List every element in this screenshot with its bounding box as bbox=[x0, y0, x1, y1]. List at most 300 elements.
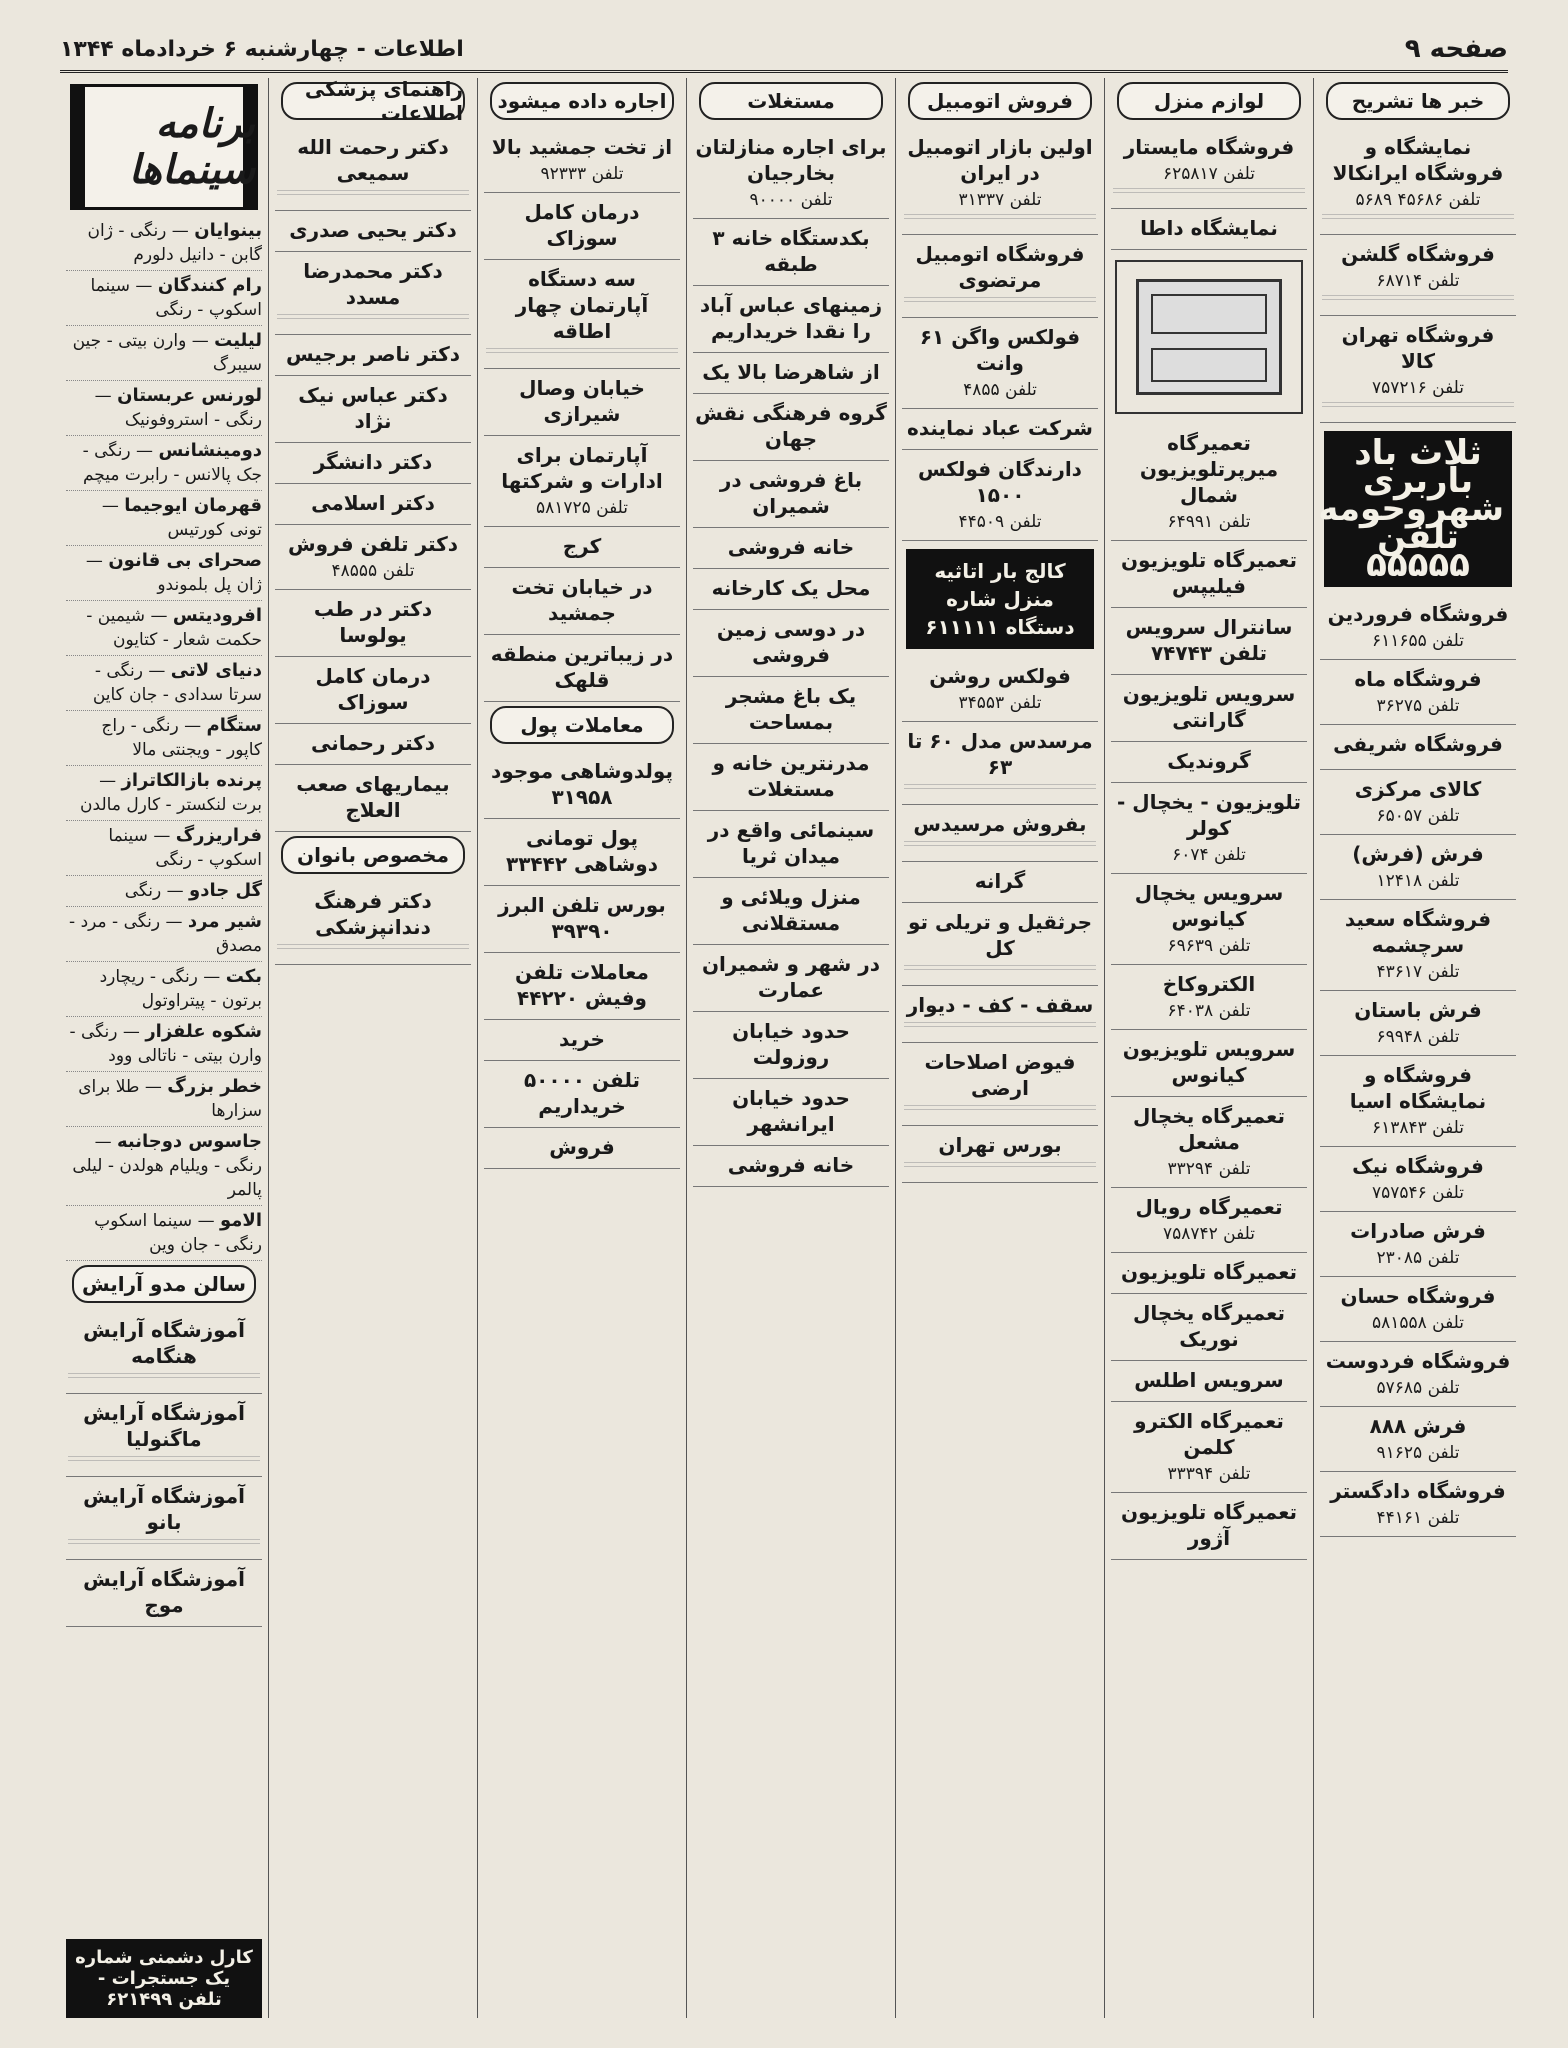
ad-block bbox=[484, 953, 680, 1020]
movie-listing: بکت — رنگی - ریچارد برتون - پیتراوتول bbox=[66, 962, 262, 1017]
section-head: مخصوص بانوان bbox=[281, 836, 465, 874]
ad-phone: تلفن ۶۲۵۸۱۷ bbox=[1162, 164, 1256, 184]
ad-title: فرش (فرش) bbox=[1352, 842, 1484, 866]
ad-title: پول تومانی دوشاهی ۳۳۴۴۲ bbox=[506, 826, 658, 876]
ad-title: فروشگاه سعید سرچشمه bbox=[1344, 907, 1492, 957]
ad-title: دکتر رحمانی bbox=[310, 731, 436, 755]
movie-listing: ستگام — رنگی - راج کاپور - ویجنتی مالا bbox=[66, 711, 262, 766]
ad-phone: تلفن ۴۳۶۱۷ bbox=[1376, 962, 1460, 982]
movie-info: رنگی - استروفونیک bbox=[124, 410, 262, 430]
ad-block bbox=[693, 744, 889, 811]
ad-title: فرش ۸۸۸ bbox=[1369, 1414, 1467, 1438]
stove-icon bbox=[1136, 279, 1282, 395]
ad-title: حدود خیابان روزولت bbox=[732, 1019, 850, 1069]
ad-title: اولین بازار اتومبیل در ایران bbox=[907, 135, 1093, 185]
movie-info: شیمین - حکمت شعار - کتایون bbox=[86, 606, 262, 650]
ad-title: خیابان وصال شیرازی bbox=[519, 376, 645, 426]
ad-title: فرش صادرات bbox=[1350, 1219, 1486, 1243]
ad-block bbox=[693, 353, 889, 394]
ad-block bbox=[66, 1477, 262, 1560]
ad-block bbox=[484, 819, 680, 886]
ad-block bbox=[902, 862, 1098, 903]
ad-block bbox=[484, 128, 680, 193]
ad-title: بیماریهای صعب العلاج bbox=[296, 772, 450, 822]
ad-title: درمان کامل سوزاک bbox=[315, 664, 431, 714]
ad-block bbox=[1111, 128, 1307, 209]
ad-title: کالای مرکزی bbox=[1354, 777, 1482, 801]
ad-block bbox=[484, 369, 680, 436]
ad-title: از تخت جمشید بالا bbox=[491, 135, 673, 159]
ad-block bbox=[902, 986, 1098, 1043]
ad-phone: تلفن ۶۹۶۳۹ bbox=[1167, 936, 1251, 956]
ad-phone: تلفن ۹۱۶۲۵ bbox=[1376, 1443, 1460, 1463]
ad-phone: تلفن ۳۳۳۹۴ bbox=[1167, 1464, 1251, 1484]
ad-block bbox=[275, 765, 471, 832]
ad-block bbox=[484, 1128, 680, 1169]
movie-info: رنگی - مرد - مصدق bbox=[69, 912, 262, 956]
ad-title: فروشگاه تهران کالا bbox=[1341, 323, 1495, 373]
section-head: معاملات پول bbox=[490, 706, 674, 744]
ad-phone: تلفن ۷۵۷۲۱۶ bbox=[1371, 378, 1465, 398]
ad-title: خانه فروشی bbox=[727, 1153, 855, 1177]
ad-block bbox=[275, 724, 471, 765]
ad-title: فولکس واگن ۶۱ وانت bbox=[919, 325, 1081, 375]
cinema-program-title: برنامه سینماها bbox=[70, 84, 258, 210]
ad-phone: تلفن ۶۱۳۸۴۳ bbox=[1371, 1118, 1465, 1138]
ad-title: تعمیرگاه الکترو کلمن bbox=[1134, 1409, 1284, 1459]
ad-phone: تلفن ۶۹۹۴۸ bbox=[1376, 1027, 1460, 1047]
moving-company-banner: ثلاث باد باربری شهروحومه تلفن ۵۵۵۵۵ bbox=[1324, 431, 1512, 587]
ad-block bbox=[1111, 1253, 1307, 1294]
ad-block bbox=[275, 211, 471, 252]
ads-grid bbox=[60, 78, 1522, 2018]
ad-block bbox=[693, 811, 889, 878]
movie-listing: خطر بزرگ — طلا برای سزارها bbox=[66, 1072, 262, 1127]
movie-info: سینما اسکوپ - رنگی bbox=[90, 276, 262, 320]
ad-block bbox=[902, 128, 1098, 235]
ad-block bbox=[484, 436, 680, 527]
ad-title: تلفن ۵۰۰۰۰ خریداریم bbox=[523, 1068, 641, 1118]
ad-title: سرویس اطلس bbox=[1134, 1368, 1284, 1392]
ad-block bbox=[1111, 209, 1307, 250]
ad-block bbox=[66, 1394, 262, 1477]
movie-listing: فراریزرگ — سینما اسکوپ - رنگی bbox=[66, 821, 262, 876]
ad-block bbox=[275, 525, 471, 590]
movie-listing: جاسوس دوجانبه — رنگی - ویلیام هولدن - لیلی پالمر bbox=[66, 1127, 262, 1206]
ad-block bbox=[902, 722, 1098, 805]
ad-title: دکتر اسلامی bbox=[311, 491, 435, 515]
ad-block bbox=[693, 286, 889, 353]
ad-block bbox=[1320, 316, 1516, 423]
movie-info: رنگی - وارن بیتی - ناتالی وود bbox=[69, 1022, 262, 1066]
movie-name: قهرمان ایوجیما bbox=[124, 495, 262, 516]
ad-title: سینمائی واقع در میدان ثریا bbox=[707, 818, 875, 868]
ad-title: زمینهای عباس آباد را نقدا خریداریم bbox=[699, 293, 883, 343]
movie-listing: دنیای لاتی — رنگی - سرتا سدادی - جان کاین bbox=[66, 656, 262, 711]
ad-block bbox=[1111, 1361, 1307, 1402]
ad-phone: تلفن ۴۸۵۵۵ bbox=[331, 561, 415, 581]
movie-name: بینوایان bbox=[194, 220, 262, 241]
movie-info: ژان پل بلموندو bbox=[157, 575, 262, 595]
ad-phone: تلفن ۴۴۵۰۹ bbox=[958, 512, 1042, 532]
movie-name: الامو bbox=[219, 1210, 262, 1231]
ad-title: خرید bbox=[559, 1027, 605, 1051]
ad-title: محل یک کارخانه bbox=[711, 576, 871, 600]
ad-phone: تلفن ۶۸۷۱۴ bbox=[1376, 271, 1460, 291]
column-4 bbox=[686, 78, 895, 2018]
column-7 bbox=[60, 78, 268, 2018]
movie-name: افرودیتس bbox=[172, 605, 262, 626]
movie-name: ستگام bbox=[206, 715, 262, 736]
movie-listing: لورنس عربستان — رنگی - استروفونیک bbox=[66, 381, 262, 436]
ad-title: آموزشگاه آرایش ماگنولیا bbox=[83, 1401, 245, 1451]
ad-title: تعمیرگاه میرپرتلویزیون شمال bbox=[1139, 431, 1279, 507]
ad-block bbox=[902, 450, 1098, 541]
ad-title: خانه فروشی bbox=[727, 535, 855, 559]
ad-title: دکتر یحیی صدری bbox=[289, 218, 457, 242]
ad-phone: تلفن ۳۳۲۹۴ bbox=[1167, 1159, 1251, 1179]
ad-title: گروندیک bbox=[1167, 749, 1251, 773]
ad-block bbox=[1320, 128, 1516, 235]
ad-phone: تلفن ۵۸۱۷۲۵ bbox=[535, 498, 629, 518]
movie-info: رنگی - جک پالانس - رابرت میچم bbox=[82, 441, 262, 485]
ad-block bbox=[693, 569, 889, 610]
movie-listing: الامو — سینما اسکوپ رنگی - جان وین bbox=[66, 1206, 262, 1261]
movie-name: پرنده بازالکاتراز bbox=[121, 770, 262, 791]
ad-title: حدود خیابان ایرانشهر bbox=[732, 1086, 850, 1136]
movie-info: رنگی bbox=[124, 881, 162, 901]
movie-info: سینما اسکوپ رنگی - جان وین bbox=[94, 1211, 262, 1255]
page-number: صفحه ۹ bbox=[1404, 34, 1508, 64]
ad-title: تعمیرگاه تلویزیون bbox=[1120, 1260, 1297, 1284]
column-head: خبر ها تشریح bbox=[1326, 82, 1510, 120]
column-3 bbox=[895, 78, 1104, 2018]
ad-block bbox=[693, 677, 889, 744]
ad-title: فیوض اصلاحات ارضی bbox=[924, 1050, 1076, 1100]
ad-title: گرانه bbox=[974, 869, 1026, 893]
movie-listing: بینوایان — رنگی - ژان گابن - دانیل دلورم bbox=[66, 216, 262, 271]
salon-section-head: سالن مدو آرایش bbox=[72, 1265, 256, 1303]
ad-block bbox=[693, 878, 889, 945]
movie-listing: شیر مرد — رنگی - مرد - مصدق bbox=[66, 907, 262, 962]
ad-title: دکتر تلفن فروش bbox=[287, 532, 459, 556]
ad-block bbox=[902, 1043, 1098, 1126]
movie-name: لورنس عربستان bbox=[117, 385, 262, 406]
movie-info: رنگی - سرتا سدادی - جان کاین bbox=[92, 661, 262, 705]
ad-title: سانترال سرویس تلفن ۷۴۷۴۳ bbox=[1125, 615, 1293, 665]
movie-name: صحرای بی قانون bbox=[108, 550, 262, 571]
movie-info: رنگی - ژان گابن - دانیل دلورم bbox=[87, 221, 262, 265]
ad-title: سرویس تلویزیون کیانوس bbox=[1122, 1037, 1296, 1087]
ad-block bbox=[1111, 675, 1307, 742]
movie-name: دومینشانس bbox=[158, 440, 262, 461]
ad-title: تعمیرگاه یخچال نوریک bbox=[1133, 1301, 1285, 1351]
ad-title: دکتر دانشگر bbox=[313, 450, 433, 474]
ad-title: گروه فرهنگی نقش جهان bbox=[695, 401, 887, 451]
ad-block bbox=[902, 318, 1098, 409]
ad-block bbox=[1111, 1188, 1307, 1253]
ad-block bbox=[902, 235, 1098, 318]
ad-title: بورس تلفن البرز ۳۹۳۹۰ bbox=[498, 893, 666, 943]
ad-title: فرش باستان bbox=[1354, 998, 1482, 1022]
ad-block bbox=[275, 128, 471, 211]
movie-name: لیلیت bbox=[214, 330, 262, 351]
ad-phone: تلفن ۷۵۸۷۴۲ bbox=[1162, 1224, 1256, 1244]
ad-title: پولدوشاهی موجود ۳۱۹۵۸ bbox=[491, 759, 673, 809]
ad-title: منزل ویلائی و مستقلانی bbox=[721, 885, 861, 935]
ad-phone: تلفن ۶۵۰۵۷ bbox=[1376, 806, 1460, 826]
ad-title: سقف - کف - دیوار bbox=[906, 993, 1094, 1017]
ad-block bbox=[1320, 835, 1516, 900]
movie-name: شکوه علفزار bbox=[145, 1021, 262, 1042]
ad-block bbox=[1111, 1097, 1307, 1188]
movie-name: رام کنندگان bbox=[157, 275, 262, 296]
ad-block bbox=[484, 1020, 680, 1061]
ad-block bbox=[902, 657, 1098, 722]
ad-title: یک باغ مشجر بمساحت bbox=[725, 684, 857, 734]
ad-title: از شاهرضا بالا یک bbox=[702, 360, 880, 384]
ad-title: نمایشگاه و فروشگاه ایرانکالا bbox=[1332, 135, 1504, 185]
column-2 bbox=[1104, 78, 1313, 2018]
ad-block bbox=[693, 219, 889, 286]
ad-title: جرثقیل و تریلی تو کل bbox=[907, 910, 1092, 960]
ad-block bbox=[1111, 965, 1307, 1030]
ad-title: تعمیرگاه یخچال مشعل bbox=[1133, 1104, 1285, 1154]
ad-title: آموزشگاه آرایش هنگامه bbox=[83, 1318, 245, 1368]
ad-block bbox=[1111, 541, 1307, 608]
ad-block bbox=[693, 1079, 889, 1146]
ad-block bbox=[693, 1146, 889, 1187]
column-5 bbox=[477, 78, 686, 2018]
ad-title: مدرنترین خانه و مستغلات bbox=[712, 751, 870, 801]
column-head: لوازم منزل bbox=[1117, 82, 1301, 120]
ad-title: بفروش مرسیدس bbox=[913, 812, 1087, 836]
ad-block bbox=[275, 443, 471, 484]
ad-phone: تلفن ۳۴۵۵۳ bbox=[958, 693, 1042, 713]
ad-block bbox=[1111, 608, 1307, 675]
ad-title: نمایشگاه داطا bbox=[1140, 216, 1278, 240]
ad-block bbox=[1111, 1493, 1307, 1560]
ad-block bbox=[275, 376, 471, 443]
ad-title: دارندگان فولکس ۱۵۰۰ bbox=[918, 457, 1082, 507]
ad-block bbox=[1320, 660, 1516, 725]
ad-title: فروشگاه اتومبیل مرتضوی bbox=[915, 242, 1085, 292]
ad-title: سرویس یخچال کیانوس bbox=[1134, 881, 1284, 931]
ad-block bbox=[484, 886, 680, 953]
ad-block bbox=[275, 657, 471, 724]
ad-block bbox=[693, 1012, 889, 1079]
ad-block bbox=[1111, 1294, 1307, 1361]
movie-listing: رام کنندگان — سینما اسکوپ - رنگی bbox=[66, 271, 262, 326]
ad-block bbox=[1320, 770, 1516, 835]
ad-block bbox=[902, 805, 1098, 862]
ad-block bbox=[693, 394, 889, 461]
movie-listing: افرودیتس — شیمین - حکمت شعار - کتایون bbox=[66, 601, 262, 656]
ad-phone: تلفن ۵۸۱۵۵۸ bbox=[1371, 1313, 1465, 1333]
ad-block bbox=[275, 335, 471, 376]
column-1 bbox=[1313, 78, 1522, 2018]
ad-phone: تلفن ۵۷۶۸۵ bbox=[1376, 1378, 1460, 1398]
ad-title: الکتروکاخ bbox=[1162, 972, 1256, 996]
ad-title: فروشگاه گلشن bbox=[1341, 242, 1495, 266]
ad-block bbox=[484, 635, 680, 702]
ad-title: مرسدس مدل ۶۰ تا ۶۳ bbox=[907, 729, 1093, 779]
ad-block bbox=[484, 1061, 680, 1128]
ad-title: در شهر و شمیران عمارت bbox=[701, 952, 881, 1002]
ad-title: کرج bbox=[562, 534, 602, 558]
ad-title: شرکت عباد نماینده bbox=[907, 416, 1093, 440]
ad-block bbox=[693, 610, 889, 677]
ad-title: باغ فروشی در شمیران bbox=[719, 468, 863, 518]
ad-phone: تلفن ۶۴۹۹۱ bbox=[1167, 512, 1251, 532]
movie-info: برت لنکستر - کارل مالدن bbox=[80, 795, 262, 815]
footer-ad: کارل دشمنی شماره یک جستجرات - تلفن ۶۲۱۴۹۹ bbox=[66, 1939, 262, 2018]
ad-block bbox=[1111, 1402, 1307, 1493]
masthead bbox=[60, 28, 1508, 73]
movie-name: جاسوس دوجانبه bbox=[116, 1131, 262, 1152]
ad-block bbox=[1111, 742, 1307, 783]
movie-name: بکت bbox=[225, 966, 262, 987]
ad-block bbox=[275, 252, 471, 335]
ad-title: فروش bbox=[549, 1135, 615, 1159]
ad-title: فروشگاه شریفی bbox=[1333, 732, 1503, 756]
movie-listing: پرنده بازالکاتراز — برت لنکستر - کارل مالدن bbox=[66, 766, 262, 821]
ad-phone: تلفن ۴۴۱۶۱ bbox=[1376, 1508, 1460, 1528]
ad-title: تعمیرگاه رویال bbox=[1135, 1195, 1283, 1219]
movie-info: طلا برای سزارها bbox=[78, 1077, 262, 1121]
movie-listing: گل جادو — رنگی bbox=[66, 876, 262, 907]
ad-block bbox=[275, 882, 471, 965]
ad-block bbox=[484, 260, 680, 369]
movie-name: گل جادو bbox=[189, 880, 262, 901]
ad-phone: تلفن ۶۱۱۶۵۵ bbox=[1371, 631, 1465, 651]
ad-title: فروشگاه فروردین bbox=[1327, 602, 1509, 626]
ad-title: دکتر محمدرضا مسدد bbox=[303, 259, 443, 309]
movie-name: خطر بزرگ bbox=[167, 1076, 262, 1097]
ad-block bbox=[1111, 783, 1307, 874]
ad-block bbox=[1320, 235, 1516, 316]
movie-listing: صحرای بی قانون — ژان پل بلموندو bbox=[66, 546, 262, 601]
ad-phone: تلفن ۹۰۰۰۰ bbox=[749, 190, 833, 210]
ad-block bbox=[1320, 1212, 1516, 1277]
ad-block bbox=[1320, 991, 1516, 1056]
ad-phone: تلفن ۳۶۲۷۵ bbox=[1376, 696, 1460, 716]
column-head: فروش اتومبیل bbox=[908, 82, 1092, 120]
ad-block bbox=[1320, 1056, 1516, 1147]
movie-listing: دومینشانس — رنگی - جک پالانس - رابرت میچم bbox=[66, 436, 262, 491]
movie-listing: لیلیت — وارن بیتی - جین سیبرگ bbox=[66, 326, 262, 381]
movers-banner: کالج بار اتاثیه منزل شاره دستگاه ۶۱۱۱۱۱ bbox=[906, 549, 1094, 649]
column-head: راهنمای پزشکی اطلاعات bbox=[281, 82, 465, 120]
column-head: مستغلات bbox=[699, 82, 883, 120]
ad-title: فروشگاه دادگستر bbox=[1330, 1479, 1506, 1503]
ad-title: در دوسی زمین فروشی bbox=[716, 617, 866, 667]
ad-block bbox=[1320, 595, 1516, 660]
movie-info: رنگی - ریچارد برتون - پیتراوتول bbox=[99, 967, 262, 1011]
ad-title: معاملات تلفن وفیش ۴۴۲۲۰ bbox=[515, 960, 649, 1010]
ad-title: فروشگاه فردوست bbox=[1325, 1349, 1511, 1373]
ad-block bbox=[693, 945, 889, 1012]
ad-phone: تلفن ۴۸۵۵ bbox=[963, 380, 1037, 400]
ad-block bbox=[902, 1126, 1098, 1183]
movie-listing: شکوه علفزار — رنگی - وارن بیتی - ناتالی وود bbox=[66, 1017, 262, 1072]
ad-title: فروشگاه ماه bbox=[1354, 667, 1482, 691]
ad-title: فروشگاه مایستار bbox=[1123, 135, 1295, 159]
ad-block bbox=[693, 528, 889, 569]
ad-title: آموزشگاه آرایش بانو bbox=[83, 1484, 245, 1534]
ad-phone: تلفن ۷۵۷۵۴۶ bbox=[1371, 1183, 1465, 1203]
ad-title: در زیباترین منطقه قلهک bbox=[490, 642, 674, 692]
ad-title: تعمیرگاه تلویزیون آژور bbox=[1120, 1500, 1297, 1550]
ad-block bbox=[66, 1560, 262, 1627]
ad-phone: تلفن ۹۲۳۳۳ bbox=[540, 164, 624, 184]
ad-block bbox=[484, 193, 680, 260]
ad-title: دکتر فرهنگ دندانپزشکی bbox=[314, 889, 432, 939]
ad-block bbox=[275, 484, 471, 525]
ad-block bbox=[902, 903, 1098, 986]
ad-title: بورس تهران bbox=[938, 1133, 1062, 1157]
movie-info: سینما اسکوپ - رنگی bbox=[108, 826, 262, 870]
ad-block bbox=[1320, 900, 1516, 991]
ad-title: سه دستگاه آپارتمان چهار اطاقه bbox=[515, 267, 649, 343]
ad-title: فروشگاه و نمایشگاه اسیا bbox=[1349, 1063, 1487, 1113]
column-head: اجاره داده میشود bbox=[490, 82, 674, 120]
ad-block bbox=[66, 1311, 262, 1394]
ad-phone: تلفن ۳۱۳۳۷ bbox=[958, 190, 1042, 210]
column-6 bbox=[268, 78, 477, 2018]
ad-block bbox=[1320, 1147, 1516, 1212]
movie-listing: قهرمان ایوجیما — تونی کورتیس bbox=[66, 491, 262, 546]
ad-title: فروشگاه نیک bbox=[1352, 1154, 1484, 1178]
movie-info: رنگی - راج کاپور - ویجنتی مالا bbox=[101, 716, 262, 760]
ad-block bbox=[902, 409, 1098, 450]
ad-title: دکتر ناصر برجیس bbox=[285, 342, 460, 366]
ad-block bbox=[1320, 1277, 1516, 1342]
ad-title: فولکس روشن bbox=[929, 664, 1071, 688]
ad-title: بکدستگاه خانه ۳ طبقه bbox=[712, 226, 870, 276]
ad-block bbox=[275, 590, 471, 657]
ad-title: دکتر عباس نیک نژاد bbox=[298, 383, 448, 433]
ad-block bbox=[484, 752, 680, 819]
ad-title: دکتر در طب یولوسا bbox=[313, 597, 433, 647]
ad-title: در خیابان تخت جمشید bbox=[511, 575, 653, 625]
ad-title: برای اجاره منازلتان بخارجیان bbox=[695, 135, 887, 185]
ad-title: دکتر رحمت الله سمیعی bbox=[297, 135, 449, 185]
movie-info: رنگی - ویلیام هولدن - لیلی پالمر bbox=[72, 1156, 262, 1200]
ad-title: درمان کامل سوزاک bbox=[524, 200, 640, 250]
movie-name: شیر مرد bbox=[187, 911, 262, 932]
ad-block bbox=[693, 128, 889, 219]
ad-title: فروشگاه حسان bbox=[1340, 1284, 1496, 1308]
paper-date: اطلاعات - چهارشنبه ۶ خردادماه ۱۳۴۴ bbox=[60, 36, 464, 62]
ad-phone: تلفن ۲۳۰۸۵ bbox=[1376, 1248, 1460, 1268]
ad-block bbox=[1320, 1407, 1516, 1472]
appliance-illustration bbox=[1115, 260, 1303, 414]
ad-block bbox=[1320, 1342, 1516, 1407]
ad-block bbox=[1111, 424, 1307, 541]
ad-phone: تلفن ۱۲۴۱۸ bbox=[1376, 871, 1460, 891]
movie-name: دنیای لاتی bbox=[170, 660, 262, 681]
movie-info: وارن بیتی - جین سیبرگ bbox=[72, 331, 262, 375]
ad-title: تلویزیون - یخچال - کولر bbox=[1117, 790, 1301, 840]
movie-name: فراریزرگ bbox=[175, 825, 262, 846]
ad-block bbox=[1111, 874, 1307, 965]
ad-block bbox=[484, 568, 680, 635]
ad-phone: تلفن ۴۵۶۸۶ ۵۶۸۹ bbox=[1355, 190, 1481, 210]
ad-phone: تلفن ۶۰۷۴ bbox=[1172, 845, 1246, 865]
ad-phone: تلفن ۶۴۰۳۸ bbox=[1167, 1001, 1251, 1021]
ad-title: آپارتمان برای ادارات و شرکتها bbox=[501, 443, 663, 493]
